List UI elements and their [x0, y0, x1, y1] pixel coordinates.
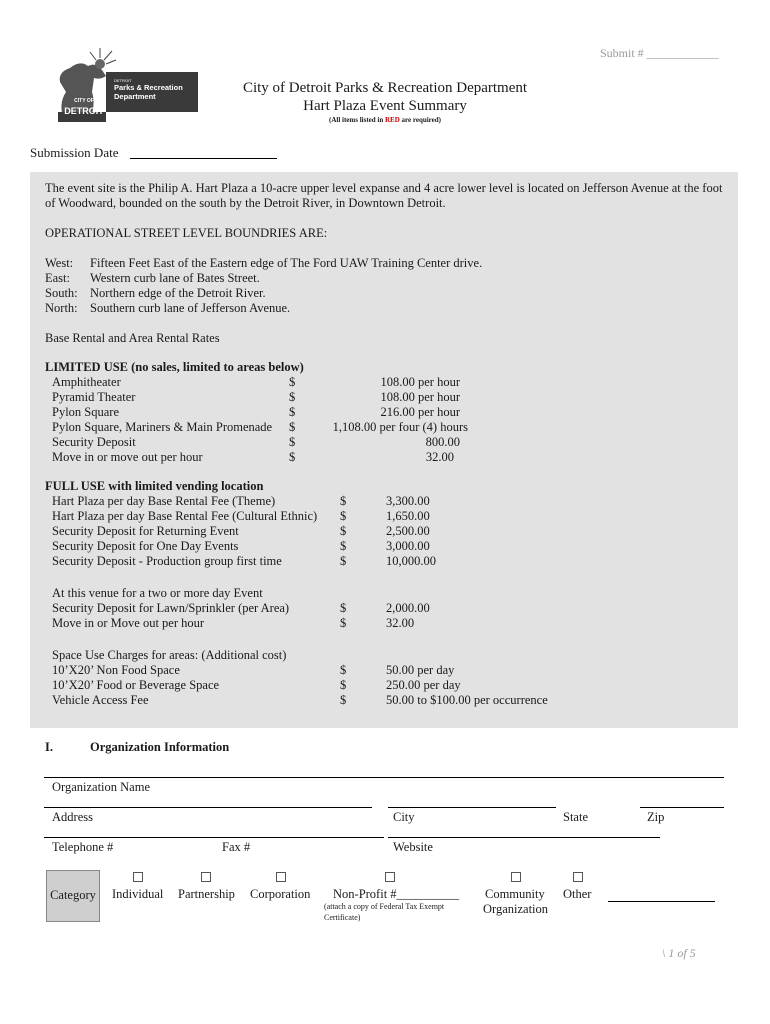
rate-currency: $ [340, 616, 347, 630]
rate-label: Security Deposit - Production group first time [52, 554, 282, 568]
fax-label: Fax # [222, 840, 251, 854]
rate-amount: 32.00 [386, 616, 415, 630]
logo-line1: Parks & Recreation [114, 83, 183, 92]
full-use-heading: FULL USE with limited vending location [45, 479, 264, 493]
limited-use-heading: LIMITED USE (no sales, limited to areas below) [45, 360, 304, 374]
rates-heading: Base Rental and Area Rental Rates [45, 331, 220, 345]
intro-line-1: The event site is the Philip A. Hart Plaza a 10-acre upper level expanse and 4 acre lower level is located on Jefferson Avenue at the foot [45, 181, 723, 195]
individual-label: Individual [112, 887, 164, 901]
rate-amount: 2,000.00 [386, 601, 430, 615]
website-label: Website [393, 840, 433, 854]
required-note: (All items listed in RED are required) [329, 116, 441, 124]
logo-small-text: DETROIT [114, 78, 132, 83]
submission-date-field[interactable] [130, 158, 277, 159]
rate-label: Security Deposit for One Day Events [52, 539, 239, 553]
rate-amount: 2,500.00 [386, 524, 430, 538]
corporation-label: Corporation [250, 887, 311, 901]
rate-currency: $ [340, 601, 347, 615]
rate-currency: $ [340, 678, 347, 692]
boundary-dir: South: [45, 286, 78, 300]
rate-label: Hart Plaza per day Base Rental Fee (Cultural Ethnic) [52, 509, 318, 523]
rate-amount: 50.00 per day [386, 663, 455, 677]
nonprofit-note-2: Certificate) [324, 913, 361, 922]
rate-currency: $ [289, 405, 296, 419]
nonprofit-checkbox[interactable] [385, 872, 395, 882]
nonprofit-note-1: (attach a copy of Federal Tax Exempt [324, 902, 445, 911]
page-title: City of Detroit Parks & Recreation Department [242, 80, 528, 96]
rate-currency: $ [340, 524, 347, 538]
partnership-checkbox[interactable] [201, 872, 211, 882]
rate-amount: 250.00 per day [386, 678, 461, 692]
rate-label: 10’X20’ Non Food Space [52, 663, 180, 677]
rate-amount: 3,300.00 [386, 494, 430, 508]
community-label: Community [485, 887, 545, 901]
section-number: I. [45, 740, 53, 754]
rate-label: Vehicle Access Fee [52, 693, 149, 707]
rate-amount: 108.00 per hour [380, 375, 460, 389]
rate-amount: 3,000.00 [386, 539, 430, 553]
space-use-heading: Space Use Charges for areas: (Additional cost) [52, 648, 287, 662]
logo-city-of: CITY OF [74, 98, 94, 104]
city-label: City [393, 810, 415, 824]
rate-label: Amphitheater [52, 375, 121, 389]
rate-amount: 32.00 [425, 450, 454, 464]
rate-label: Security Deposit for Lawn/Sprinkler (per Area) [52, 601, 290, 615]
logo-line2: Department [114, 92, 156, 101]
rate-label: Pylon Square, Mariners & Main Promenade [52, 420, 273, 434]
rate-label: Hart Plaza per day Base Rental Fee (Theme) [52, 494, 276, 508]
boundries-heading: OPERATIONAL STREET LEVEL BOUNDRIES ARE: [45, 226, 328, 240]
rate-amount: 50.00 to $100.00 per occurrence [386, 693, 548, 707]
rate-currency: $ [340, 509, 347, 523]
rate-currency: $ [340, 693, 347, 707]
city-state-field[interactable] [388, 837, 660, 838]
other-field[interactable] [608, 901, 715, 902]
boundary-text: Northern edge of the Detroit River. [90, 286, 266, 300]
intro-line-2: of Woodward, bounded on the south by the Detroit River, in Downtown Detroit. [45, 196, 446, 210]
community-organization-checkbox[interactable] [511, 872, 521, 882]
rate-amount: 800.00 [425, 435, 460, 449]
rate-label: Move in or move out per hour [52, 450, 203, 464]
boundary-dir: East: [45, 271, 70, 285]
section-title: Organization Information [90, 740, 230, 754]
corporation-checkbox[interactable] [276, 872, 286, 882]
other-label: Other [563, 887, 592, 901]
multi-day-heading: At this venue for a two or more day Event [52, 586, 263, 600]
boundary-dir: North: [45, 301, 78, 315]
individual-checkbox[interactable] [133, 872, 143, 882]
rate-currency: $ [289, 390, 296, 404]
rate-currency: $ [289, 375, 296, 389]
address-label: Address [52, 810, 93, 824]
rate-amount: 1,108.00 per four (4) hours [332, 420, 468, 434]
divider [44, 777, 724, 778]
submission-date-label: Submission Date [30, 145, 119, 160]
organization-name-field[interactable] [44, 807, 372, 808]
submit-number-label: Submit # ____________ [600, 46, 719, 60]
rate-label: Security Deposit [52, 435, 136, 449]
rate-label: Pylon Square [52, 405, 120, 419]
rate-label: 10’X20’ Food or Beverage Space [52, 678, 220, 692]
page-number: \ 1 of 5 [662, 946, 696, 960]
partnership-label: Partnership [178, 887, 235, 901]
rate-currency: $ [289, 450, 296, 464]
rate-currency: $ [289, 420, 296, 434]
nonprofit-label: Non-Profit #__________ [333, 887, 460, 901]
rate-currency: $ [340, 554, 347, 568]
rate-amount: 1,650.00 [386, 509, 430, 523]
address-field[interactable] [44, 837, 384, 838]
rate-label: Security Deposit for Returning Event [52, 524, 239, 538]
rate-amount: 216.00 per hour [380, 405, 460, 419]
rate-label: Pyramid Theater [52, 390, 136, 404]
organization-label: Organization [483, 902, 549, 916]
boundary-dir: West: [45, 256, 74, 270]
rate-currency: $ [340, 539, 347, 553]
category-label: Category [50, 888, 96, 902]
rate-currency: $ [289, 435, 296, 449]
boundary-text: Southern curb lane of Jefferson Avenue. [90, 301, 291, 315]
rate-amount: 108.00 per hour [380, 390, 460, 404]
organization-name-label: Organization Name [52, 780, 150, 794]
zip-label: Zip [647, 810, 665, 824]
state-label: State [563, 810, 588, 824]
other-checkbox[interactable] [573, 872, 583, 882]
rate-amount: 10,000.00 [386, 554, 436, 568]
rate-currency: $ [340, 663, 347, 677]
organization-name-field-end[interactable] [640, 807, 724, 808]
page-subtitle: Hart Plaza Event Summary [303, 98, 467, 114]
logo-detroit: DETROIT [64, 106, 104, 116]
rate-currency: $ [340, 494, 347, 508]
boundary-text: Western curb lane of Bates Street. [90, 271, 260, 285]
telephone-label: Telephone # [52, 840, 114, 854]
rate-label: Move in or Move out per hour [52, 616, 205, 630]
boundary-text: Fifteen Feet East of the Eastern edge of The Ford UAW Training Center drive. [90, 256, 483, 270]
organization-name-field-right[interactable] [388, 807, 556, 808]
